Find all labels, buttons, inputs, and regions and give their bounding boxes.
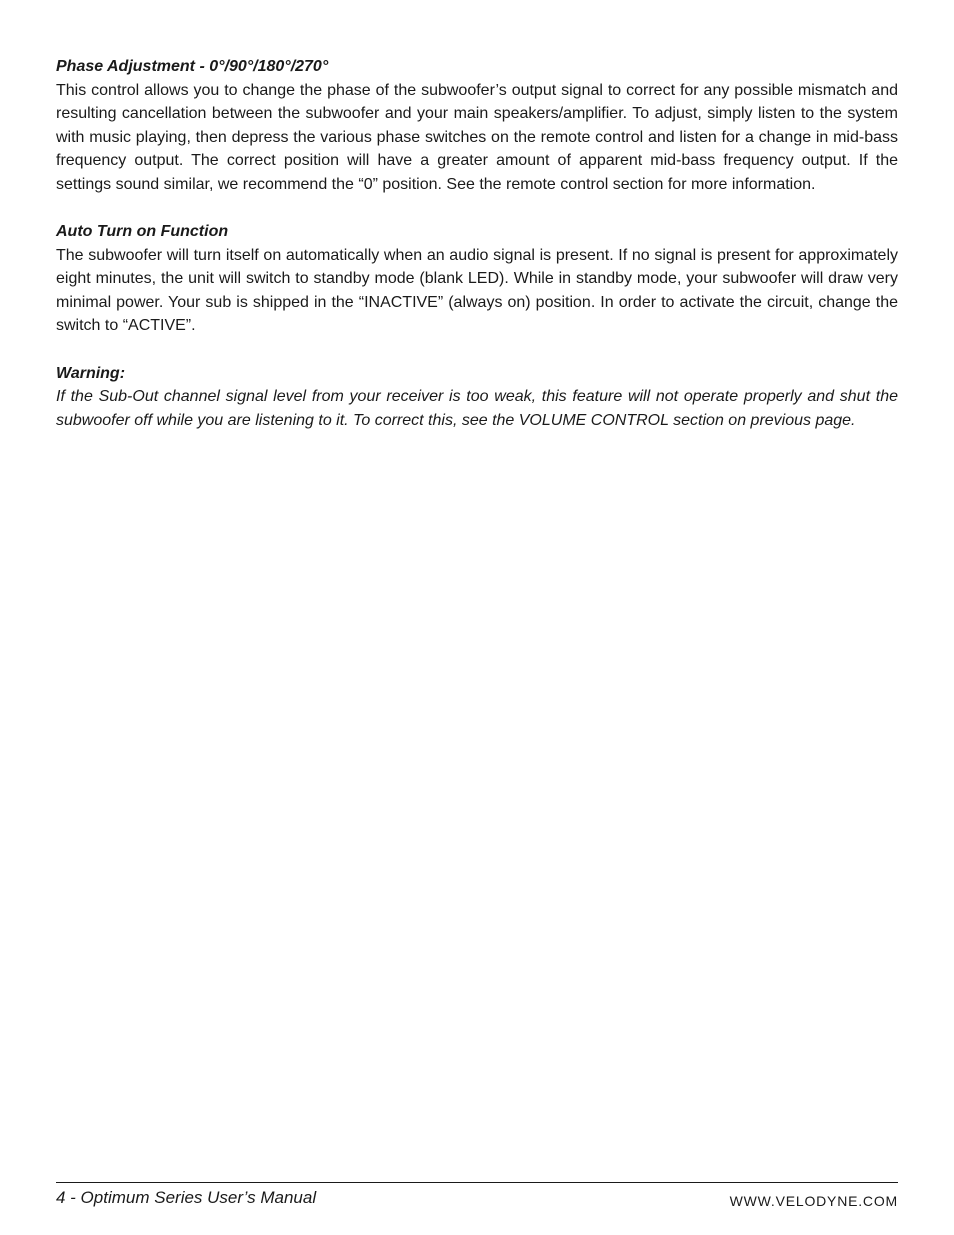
warning-heading: Warning: — [56, 364, 126, 382]
section-paragraph: This control allows you to change the phase of the subwoofer’s output signal to correct for any possible mismatch and resulting cancellation between the subwoofer and your main speakers/amplifier. To adjust, simply listen to the system with music playing, then depress the various phase switches on the remote control and listen for a change in mid-bass frequency output. The correct position will have a greater amount of apparent mid-bass frequency output. If the settings sound similar, we recommend the “0” position. See the remote control section for more information. — [56, 81, 898, 193]
website-url: WWW.VELODYNE.COM — [729, 1193, 898, 1209]
footer-row — [56, 1183, 898, 1213]
auto-turn-on-section — [56, 220, 898, 338]
page-number-label: 4 - Optimum Series User’s Manual — [56, 1188, 317, 1207]
phase-adjustment-section — [56, 55, 898, 196]
warning-paragraph: If the Sub-Out channel signal level from your receiver is too weak, this feature will not operate properly and shut the subwoofer off while you are listening to it. To correct this, see the VOLUME CONTROL section on previous page. — [56, 388, 898, 429]
document-body — [56, 55, 898, 456]
warning-section — [56, 362, 898, 433]
section-heading: Phase Adjustment - 0°/90°/180°/270° — [56, 58, 329, 75]
section-paragraph: The subwoofer will turn itself on automatically when an audio signal is present. If no signal is present for approximately eight minutes, the unit will switch to standby mode (blank LED). While in standby mode, your subwoofer will draw very minimal power. Your sub is shipped in the “INACTIVE” (always on) position. In order to activate the circuit, change the switch to “ACTIVE”. — [56, 246, 898, 334]
page-footer — [56, 1182, 898, 1213]
section-heading: Auto Turn on Function — [56, 223, 229, 240]
